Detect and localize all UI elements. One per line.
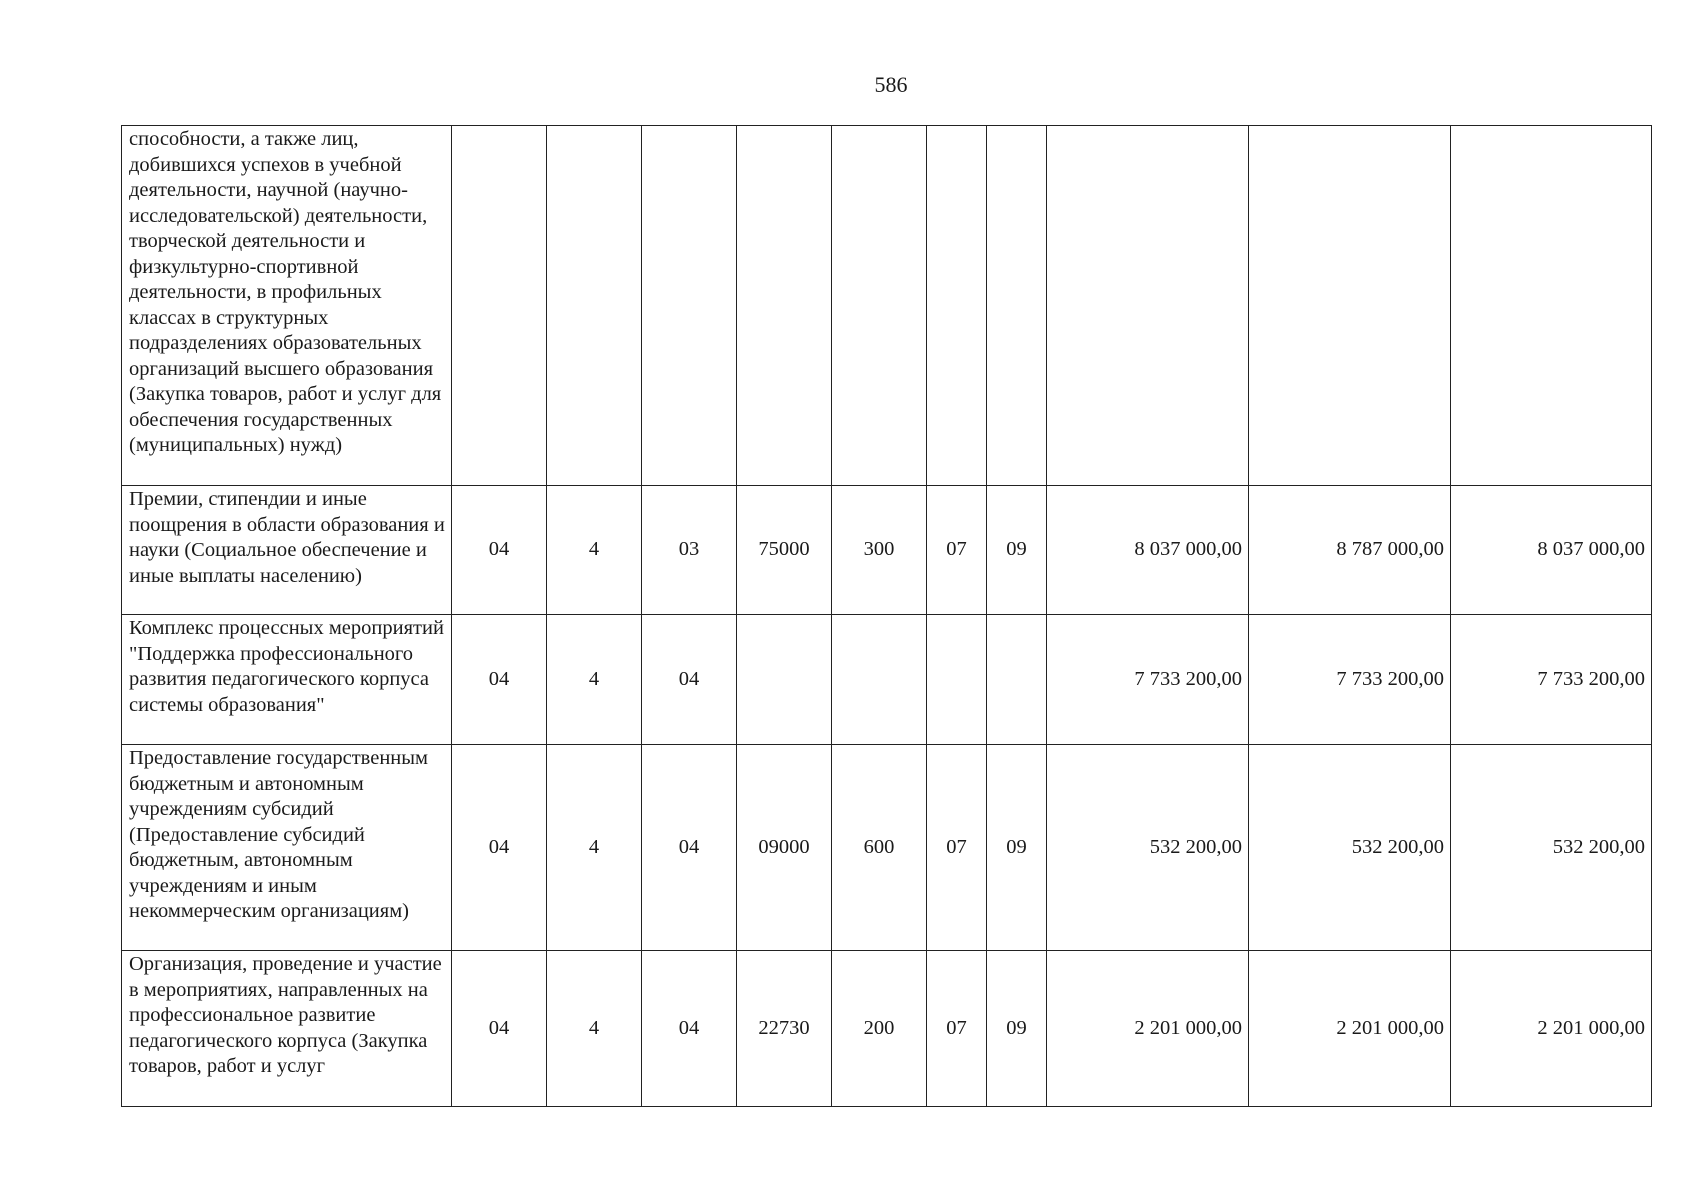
expense-type-cell: 600: [832, 745, 927, 951]
program-code-cell: 04: [452, 951, 547, 1107]
amount-year-1-cell: 2 201 000,00: [1047, 951, 1249, 1107]
amount-year-1-cell: 8 037 000,00: [1047, 486, 1249, 615]
program-code-cell: 04: [452, 745, 547, 951]
type-code-cell: 4: [547, 745, 642, 951]
subsection-code-cell: 09: [987, 486, 1047, 615]
type-code-cell: [547, 126, 642, 486]
row-name-cell: Организация, проведение и участие в мероприятиях, направленных на профессиональное развитие педагогического корпуса (Закупка товаров, работ и услуг: [122, 951, 452, 1107]
section-code-cell: 07: [927, 486, 987, 615]
expense-type-cell: [832, 615, 927, 745]
page-number: 586: [874, 72, 908, 97]
amount-year-3-cell: 532 200,00: [1451, 745, 1652, 951]
amount-year-1-cell: 532 200,00: [1047, 745, 1249, 951]
subprogram-code-cell: [642, 126, 737, 486]
table-row: [122, 745, 1652, 951]
direction-code-cell: 75000: [737, 486, 832, 615]
section-code-cell: [927, 615, 987, 745]
type-code-cell: 4: [547, 615, 642, 745]
subsection-code-cell: 09: [987, 745, 1047, 951]
direction-code-cell: 22730: [737, 951, 832, 1107]
subsection-code-cell: [987, 615, 1047, 745]
row-name-cell: Комплекс процессных мероприятий "Поддержка профессионального развития педагогического корпуса системы образования": [122, 615, 452, 745]
amount-year-1-cell: [1047, 126, 1249, 486]
type-code-cell: 4: [547, 951, 642, 1107]
direction-code-cell: [737, 615, 832, 745]
amount-year-1-cell: 7 733 200,00: [1047, 615, 1249, 745]
amount-year-3-cell: 7 733 200,00: [1451, 615, 1652, 745]
subprogram-code-cell: 04: [642, 615, 737, 745]
expense-type-cell: [832, 126, 927, 486]
amount-year-3-cell: [1451, 126, 1652, 486]
amount-year-2-cell: 2 201 000,00: [1249, 951, 1451, 1107]
row-name-cell: Предоставление государственным бюджетным и автономным учреждениям субсидий (Предоставление субсидий бюджетным, автономным учреждениям и иным некоммерческим организациям): [122, 745, 452, 951]
amount-year-2-cell: 7 733 200,00: [1249, 615, 1451, 745]
budget-table: [121, 125, 1652, 1107]
type-code-cell: 4: [547, 486, 642, 615]
program-code-cell: 04: [452, 615, 547, 745]
direction-code-cell: [737, 126, 832, 486]
amount-year-2-cell: [1249, 126, 1451, 486]
section-code-cell: [927, 126, 987, 486]
expense-type-cell: 300: [832, 486, 927, 615]
row-name-cell: способности, а также лиц, добившихся успехов в учебной деятельности, научной (научно-исследовательской) деятельности, творческой деятельности и физкультурно-спортивной деятельности, в профильных классах в структурных подразделениях образовательных организаций высшего образования (Закупка товаров, работ и услуг для обеспечения государственных (муниципальных) нужд): [122, 126, 452, 486]
amount-year-2-cell: 532 200,00: [1249, 745, 1451, 951]
table-row: [122, 951, 1652, 1107]
direction-code-cell: 09000: [737, 745, 832, 951]
expense-type-cell: 200: [832, 951, 927, 1107]
amount-year-2-cell: 8 787 000,00: [1249, 486, 1451, 615]
row-name-cell: Премии, стипендии и иные поощрения в области образования и науки (Социальное обеспечение и иные выплаты населению): [122, 486, 452, 615]
subprogram-code-cell: 04: [642, 951, 737, 1107]
program-code-cell: [452, 126, 547, 486]
subsection-code-cell: [987, 126, 1047, 486]
amount-year-3-cell: 8 037 000,00: [1451, 486, 1652, 615]
table-row: [122, 615, 1652, 745]
section-code-cell: 07: [927, 951, 987, 1107]
amount-year-3-cell: 2 201 000,00: [1451, 951, 1652, 1107]
subsection-code-cell: 09: [987, 951, 1047, 1107]
table-row: [122, 486, 1652, 615]
section-code-cell: 07: [927, 745, 987, 951]
program-code-cell: 04: [452, 486, 547, 615]
subprogram-code-cell: 03: [642, 486, 737, 615]
table-row: [122, 126, 1652, 486]
subprogram-code-cell: 04: [642, 745, 737, 951]
